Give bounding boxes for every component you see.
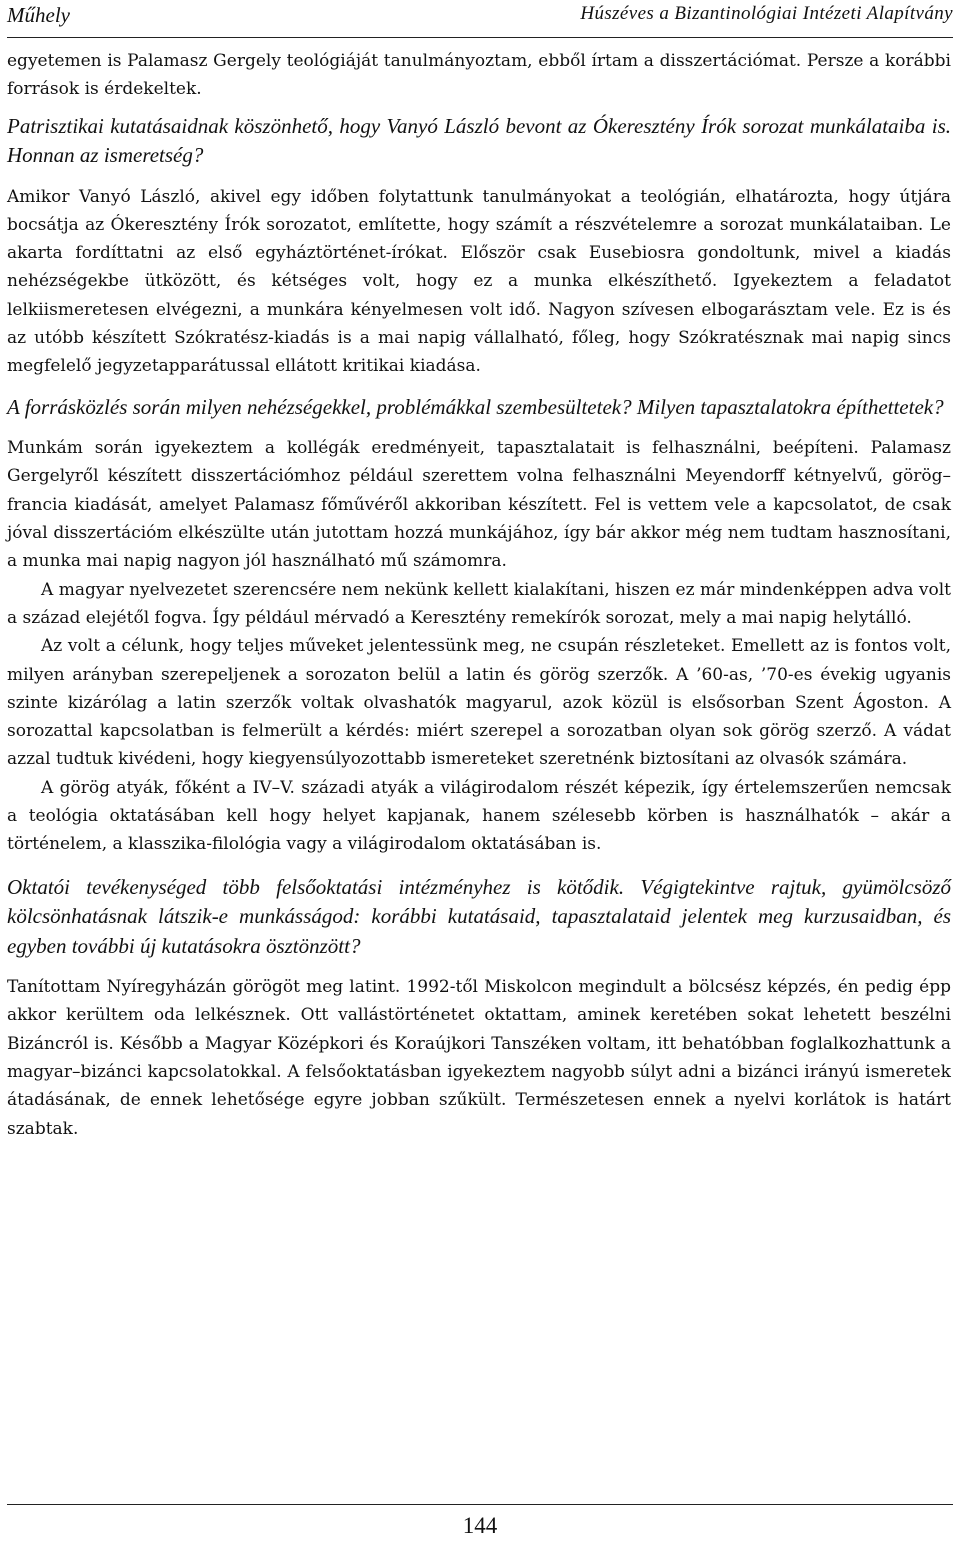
answer-paragraph: A görög atyák, főként a IV–V. századi atyák a világirodalom részét képezik, így értelemszerűen nemcsak a teológia oktatásában kell hogy helyet kapjanak, hanem szélesebb körben is használhatók – akár a történelem, a klasszika-filológia vagy a világirodalom oktatásában is. xyxy=(7,777,951,855)
footer-rule xyxy=(7,1504,953,1505)
interview-question: Patrisztikai kutatásaidnak köszönhető, hogy Vanyó László bevont az Ókeresztény Írók sorozat munkálataiba is. Honnan az ismeretség? xyxy=(7,113,951,168)
answer-paragraph: Az volt a célunk, hogy teljes műveket jelentessünk meg, ne csupán részleteket. Emellett az is fontos volt, milyen arányban szerepeljenek a sorozaton belül a latin és görög szerzők. A ’60-as, ’70-es évekig ugyanis szinte kizárólag a latin szerzők voltak olvashatók magyarul, azok közül is elsősorban Szent Ágoston. A sorozattal kapcsolatban is felmerült a kérdés: miért szerepel a sorozatban olyan sok görög szerző. A vádat azzal tudtuk kivédeni, hogy kiegyensúlyozottabb ismereteket szeretnénk biztosítani az olvasók számára. xyxy=(7,636,951,770)
article-body xyxy=(7,47,951,1143)
answer-paragraph: Amikor Vanyó László, akivel egy időben folytattunk tanulmányokat a teológián, elhatározta, hogy útjára bocsátja az Ókeresztény Írók sorozatot, említette, hogy számít a részvételemre a sorozat munkálataiban. Le akarta fordíttatni az első egyháztörténet-írókat. Először csak Eusebiosra gondoltunk, mivel a kiadás nehézségekbe ütközött, és kétséges volt, hogy ez a munka elkészíthető. Igyekeztem a feladatot lelkiismeretesen elvégezni, a munkára kényelmesen volt idő. Nagyon szívesen elbogarásztam vele. Ez is és az utóbb készített Szókratész-kiadás is a mai napig vállalható, főleg, hogy Szókratésznak mai napig sincs megfelelő jegyzetapparátussal ellátott kritikai kiadása. xyxy=(7,186,951,377)
answer-paragraph: Munkám során igyekeztem a kollégák eredményeit, tapasztalatait is felhasználni, beépíteni. Palamasz Gergelyről készített disszertációmhoz például szerettem volna felhasználni Meyendorff kétnyelvű, görög–francia kiadását, amelyet Palamasz főművéről akkoriban készített. Fel is vettem vele a kapcsolatot, de csak jóval disszertációm elkészülte után jutottam hozzá munkájához, így bár akkor még nem tudtam hasznosítani, a munka mai napig nagyon jól használható mű számomra. xyxy=(7,438,951,572)
header-rule xyxy=(7,37,953,38)
interview-question: Oktatói tevékenységed több felsőoktatási intézményhez is kötődik. Végigtekintve rajtuk, gyümölcsöző kölcsönhatásnak látszik-e munkásságod: korábbi kutatásaid, tapasztalataid jelentek meg kurzusaidban, és egyben további új kutatásokra ösztönzött? xyxy=(7,874,951,958)
answer-paragraph: Tanítottam Nyíregyházán görögöt meg latint. 1992-től Miskolcon megindult a bölcsész képzés, én pedig épp akkor kerültem oda lelkésznek. Ott vallástörténetet oktattam, aminek keretében sokat lehetett beszélni Bizáncról is. Később a Magyar Középkori és Koraújkori Tanszéken voltam, itt behatóbban foglalkozhattunk a magyar–bizánci kapcsolatokkal. A felsőoktatásban igyekeztem nagyobb súlyt adni a bizánci irányú ismeretek átadásának, de ennek lehetősége egyre jobban szűkült. Természetesen ennek a nyelvi korlátok is határt szabtak. xyxy=(7,977,951,1139)
page-number: 144 xyxy=(462,1513,498,1538)
section-title: Műhely xyxy=(7,3,70,27)
answer-paragraph: egyetemen is Palamasz Gergely teológiáját tanulmányoztam, ebből írtam a disszertációmat. Persze a korábbi források is érdekeltek. xyxy=(7,51,951,100)
running-header xyxy=(7,0,953,34)
answer-paragraph: A magyar nyelvezetet szerencsére nem nekünk kellett kialakítani, hiszen ez már mindenképpen adva volt a század elejétől fogva. Így például mérvadó a Keresztény remekírók sorozat, mely a mai napig helytálló. xyxy=(7,579,951,628)
publication-title: Húszéves a Bizantinológiai Intézeti Alapítvány xyxy=(580,3,953,24)
interview-question: A forrásközlés során milyen nehézségekkel, problémákkal szembesültetek? Milyen tapasztalatokra építhettetek? xyxy=(7,394,944,419)
